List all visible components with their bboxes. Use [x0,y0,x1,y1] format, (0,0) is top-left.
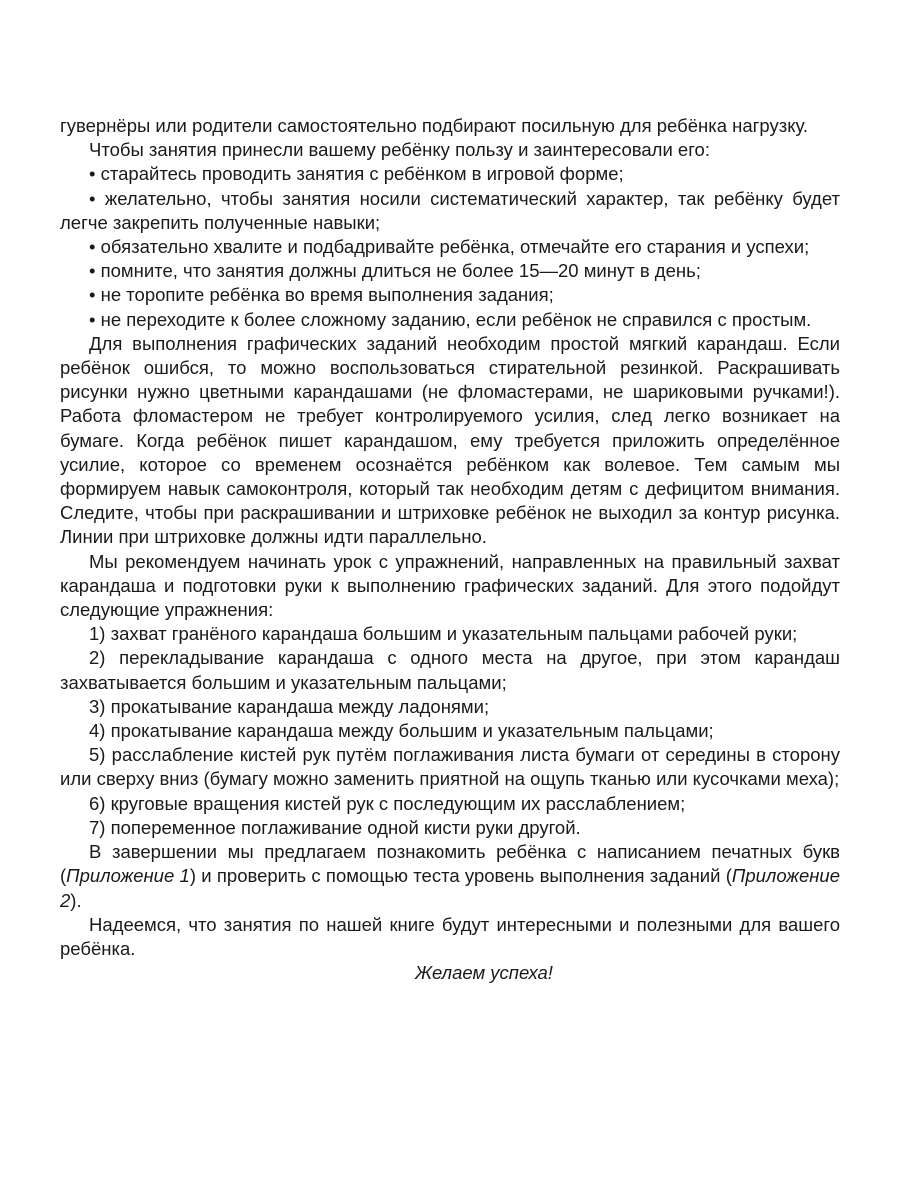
appendix-2-ref: Приложение 2 [60,865,840,911]
paragraph: • не переходите к более сложному заданию, если ребёнок не справился с простым. [89,308,812,330]
appendix-1-ref: Приложение 1 [66,865,190,887]
paragraph: • старайтесь проводить занятия с ребёнком в игровой форме; [89,163,624,185]
paragraph: 3) прокатывание карандаша между ладонями; [89,695,490,717]
paragraph: 5) расслабление кистей рук путём поглаживания листа бумаги от середины в сторону или сверху вниз (бумагу можно заменить приятной на ощупь тканью или кусочками меха); [60,744,840,790]
paragraph: 7) попеременное поглаживание одной кисти руки другой. [89,816,581,838]
paragraph: • желательно, чтобы занятия носили систематический характер, так ребёнку будет легче закрепить полученные навыки; [60,187,840,233]
conclusion-text-3: ). [70,889,82,911]
paragraph: • обязательно хвалите и подбадривайте ребёнка, отмечайте его старания и успехи; [89,236,810,258]
conclusion-text-2: ) и проверить с помощью теста уровень выполнения заданий ( [189,865,732,887]
paragraph: • не торопите ребёнка во время выполнения задания; [89,284,554,306]
paragraph: • помните, что занятия должны длиться не более 15—20 минут в день; [89,260,701,282]
paragraph: Для выполнения графических заданий необходим простой мягкий карандаш. Если ребёнок ошибся, то можно воспользоваться стирательной резинкой. Раскрашивать рисунки нужно цветными карандашами (не фломастерами, не шариковыми ручками!). Работа фломастером не требует контролируемого усилия, след легко возникает на бумаге. Когда ребёнок пишет карандашом, ему требуется приложить определённое усилие, которое со временем осознаётся ребёнком как волевое. Тем самым мы формируем навык самоконтроля, который так необходим детям с дефицитом внимания. Следите, чтобы при раскрашивании и штриховке ребёнок не выходил за контур рисунка. Линии при штриховке должны идти параллельно. [60,332,840,548]
paragraph: 6) круговые вращения кистей рук с последующим их расслаблением; [89,792,686,814]
body-text [60,114,840,840]
conclusion-paragraph [60,840,840,913]
paragraph: 4) прокатывание карандаша между большим и указательным пальцами; [89,720,714,742]
paragraph: 2) перекладывание карандаша с одного места на другое, при этом карандаш захватывается большим и указательным пальцами; [60,647,840,693]
paragraph: гувернёры или родители самостоятельно подбирают посильную для ребёнка нагрузку. [60,115,809,136]
conclusion-text-1: В завершении мы предлагаем познакомить ребёнка с написанием печатных букв ( [60,841,840,887]
paragraph: 1) захват гранёного карандаша большим и указательным пальцами рабочей руки; [89,623,798,645]
paragraph: Чтобы занятия принесли вашему ребёнку пользу и заинтересовали его: [89,139,710,161]
closing-wish: Желаем успеха! [415,962,553,984]
paragraph: Мы рекомендуем начинать урок с упражнений, направленных на правильный захват карандаша и подготовки руки к выполнению графических заданий. Для этого подойдут следующие упражнения: [60,550,840,621]
final-paragraph: Надеемся, что занятия по нашей книге будут интересными и полезными для вашего ребёнка. [60,913,840,959]
